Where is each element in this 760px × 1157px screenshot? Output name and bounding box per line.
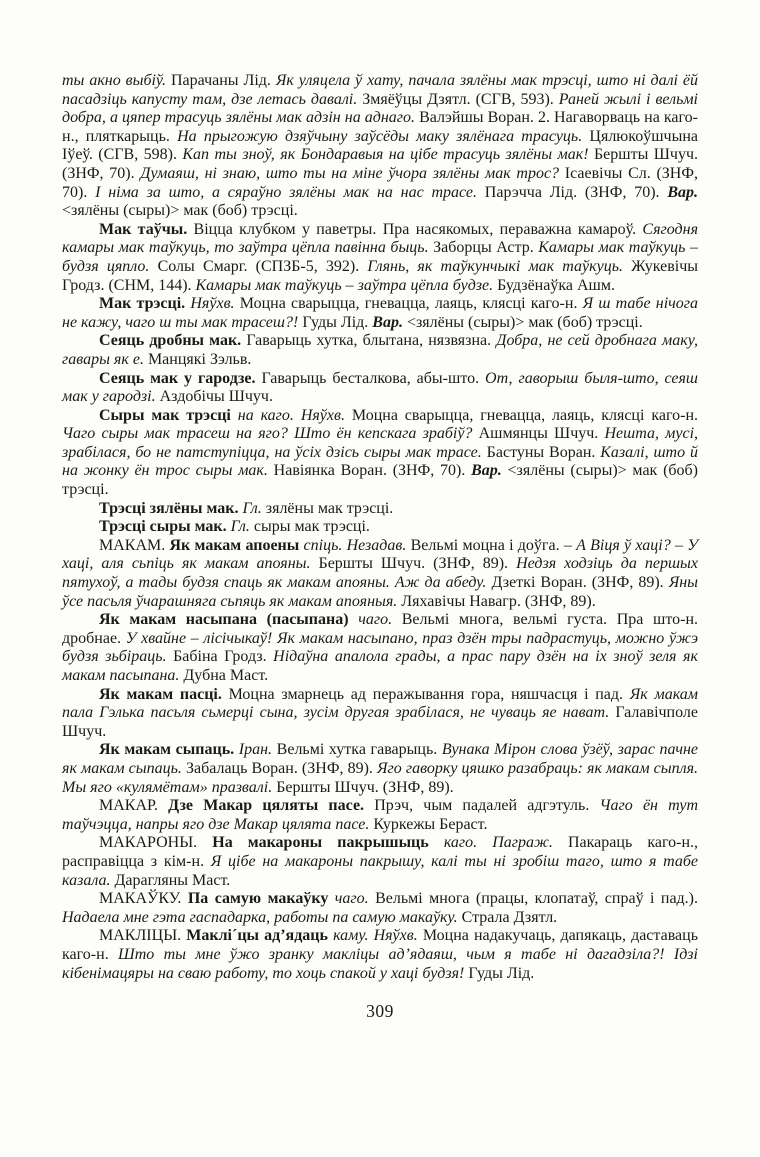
text-segment: От, гаворыш быля-што, сеяш мак у гародзі.: [62, 369, 699, 406]
text-segment: Моцна сварыцца, гневацца, лаяць, клясці каго-н.: [351, 406, 699, 424]
text-segment: Галавічполе Шчуч.: [62, 704, 698, 740]
dictionary-text-block: [62, 72, 698, 983]
text-segment: Куркежы Бераст.: [373, 815, 488, 833]
text-segment: Заборцы Астр.: [433, 239, 539, 257]
text-segment: Вельмі моцна і доўга.: [410, 536, 564, 554]
text-segment: Кап ты зноў, як Бондаравыя на цібе трасуць зялёны мак!: [182, 146, 594, 164]
text-segment: Гл.: [230, 518, 254, 536]
text-segment: Моцна надакучаць, дапякаць, даставаць каго-н.: [62, 927, 699, 963]
text-segment: Яны ўсе пасьля ўчарашняга сьпяць як макам апояныя.: [62, 574, 698, 610]
text-segment: Глянь, як таўкунчыкі мак таўкуць.: [367, 257, 632, 275]
text-segment: Добра, не сей дробнага маку, гавары як е.: [62, 332, 698, 368]
text-segment: Манцякі Зэльв.: [147, 350, 252, 368]
text-segment: Я цібе на макароны пакрышу, калі ты ні зробіш таго, што я табе казала.: [62, 852, 698, 889]
text-segment: Вельмі хутка гаварыць.: [276, 741, 442, 759]
text-segment: Я ш табе нічога не кажу, чаго ш ты мак трасеш?!: [62, 295, 699, 331]
text-segment: Як уляцела ў хату, пачала зялёны мак трэсці, што ні далі ёй пасадзіць капусту там, дзе летась давалі.: [62, 72, 699, 108]
text-segment: Трэсці зялёны мак.: [99, 499, 243, 517]
text-segment: Ашмянцы Шчуч.: [478, 425, 605, 443]
text-segment: МАКАЎКУ.: [99, 890, 188, 908]
text-segment: Бабіна Гродз.: [173, 648, 274, 666]
text-segment: Ісаевічы Сл. (ЗНФ, 70).: [62, 164, 698, 201]
text-segment: Нідаўна апалола грады, а прас пару дзён на іх зноў зеля як макам пасыпана.: [62, 648, 698, 684]
text-segment: Маклі´цы ад’ядаць: [186, 927, 334, 945]
text-segment: Дубна Маст.: [183, 667, 269, 684]
text-segment: Вар.: [372, 313, 407, 331]
dictionary-entry-paragraph: [62, 797, 698, 834]
dictionary-entry-paragraph: [62, 295, 698, 332]
text-segment: На макароны пакрышыць: [212, 834, 444, 852]
text-segment: чаго.: [358, 611, 402, 629]
dictionary-entry-paragraph: [62, 834, 698, 890]
page-number: 309: [366, 1001, 394, 1021]
text-segment: каму. Няўхв.: [333, 927, 423, 945]
text-segment: Сягодня камары мак таўкуць, то заўтра цёпла павінна быць.: [62, 220, 698, 257]
text-segment: Солы Смарг. (СПЗБ-5, 392).: [157, 257, 368, 275]
dictionary-entry-paragraph: [62, 741, 698, 797]
dictionary-entry-paragraph: [62, 611, 698, 685]
text-segment: Надаела мне гэта гаспадарка, работы па самую макаўку.: [62, 908, 462, 926]
dictionary-entry-paragraph: [62, 518, 698, 537]
text-segment: Віцца клубком у паветры. Пра насякомых, пераважна камароў.: [193, 220, 643, 238]
text-segment: <зялёны (сыры)> мак (боб) трэсці.: [62, 462, 699, 499]
text-segment: Бершты Шчуч. (ЗНФ, 89).: [318, 555, 517, 573]
text-segment: Дарагляны Маст.: [114, 871, 231, 889]
text-segment: чаго.: [334, 890, 376, 908]
text-segment: Камары мак таўкуць – будзя цяпло.: [62, 239, 699, 275]
dictionary-entry-paragraph: [62, 221, 698, 295]
text-segment: Сыры мак трэсці: [99, 406, 238, 424]
text-segment: Бастуны Воран.: [486, 443, 601, 461]
text-segment: Навіянка Воран. (ЗНФ, 70).: [273, 462, 472, 480]
text-segment: Жукевічы Гродз. (СНМ, 144).: [62, 257, 698, 294]
text-segment: Гуды Лід.: [302, 313, 373, 331]
text-segment: Дзе Макар цяляты пасе.: [168, 797, 375, 815]
text-segment: Бершты Шчуч. (ЗНФ, 89).: [276, 778, 454, 796]
dictionary-entry-paragraph: [62, 500, 698, 519]
text-segment: Казалі, што й на жонку ён трос сыры мак.: [62, 443, 698, 480]
text-segment: Змяёўцы Дзятл. (СГВ, 593).: [362, 90, 559, 108]
text-segment: Чаго ён тут таўчэцца, напры яго дзе Макар цялята пасе.: [62, 797, 698, 833]
text-segment: МАКЛІЦЫ.: [99, 927, 187, 945]
text-segment: Іран.: [238, 741, 277, 759]
text-segment: – А Віця ў хаці? – У хаці, аля сьпіць як макам апояны.: [62, 536, 698, 573]
text-segment: Вар.: [471, 462, 508, 480]
text-segment: Сеяць дробны мак.: [99, 332, 247, 350]
text-segment: МАКАРОНЫ.: [99, 834, 213, 852]
dictionary-entry-paragraph: [62, 927, 698, 983]
text-segment: Думаяш, ні знаю, што ты на міне ўчора зялёны мак трос?: [140, 164, 565, 182]
text-segment: Камары мак таўкуць – заўтра цёпла будзе.: [195, 276, 498, 294]
text-segment: Гл.: [242, 499, 266, 517]
text-segment: на каго. Няўхв.: [237, 406, 352, 424]
dictionary-entry-paragraph: [62, 407, 698, 500]
text-segment: У хвайне – лісічыкаў! Як макам насыпано, праз дзён тры падрастуць, можно ўжэ будзя зьбіраць.: [62, 629, 698, 666]
text-segment: Яго гаворку цяшко разабраць: як макам сыпля. Мы яго «кулямётам» празвалі.: [62, 759, 699, 796]
text-segment: Як макам пасці.: [99, 685, 229, 703]
text-segment: Валэйшы Воран. 2. Нагаворваць на каго-н., пляткарыць.: [62, 109, 699, 145]
text-segment: Аздобічы Шчуч.: [159, 388, 273, 406]
text-segment: спіць. Незадав.: [303, 536, 411, 554]
text-segment: Моцна змарнець ад перажывання гора, няшчасця і пад.: [228, 685, 630, 703]
text-segment: Што ты мне ўжо зранку макліцы ад’ядаяш, чым я табе ні дагадзіла?! Ідзі кібенімацяры на сваю работу, то хоць спакой у хаці будзя!: [62, 945, 698, 982]
text-segment: Трэсці сыры мак.: [99, 518, 231, 536]
text-segment: Няўхв.: [190, 295, 240, 313]
text-segment: Дзеткі Воран. (ЗНФ, 89).: [491, 574, 669, 592]
dictionary-entry-paragraph: [62, 332, 698, 369]
text-segment: Парачаны Лід.: [170, 72, 276, 89]
dictionary-entry-paragraph: [62, 686, 698, 742]
text-segment: Гаварыць бесталкова, абы-што.: [261, 369, 486, 387]
text-segment: сыры мак трэсці.: [253, 518, 370, 536]
text-segment: Мак трэсці.: [99, 295, 191, 313]
text-segment: Як макам пала Гэлька пасьля сьмерці сына, зусім другая зрабілася, не чуваць яе нават.: [62, 685, 699, 722]
text-segment: Цялюкоўшчына Іўеў. (СГВ, 598).: [62, 127, 698, 164]
text-segment: МАКАР.: [99, 797, 169, 815]
text-segment: Як макам апоены: [169, 536, 304, 554]
dictionary-entry-paragraph: [62, 537, 698, 611]
text-segment: Бершты Шчуч. (ЗНФ, 70).: [62, 146, 699, 182]
text-segment: Ляхавічы Навагр. (ЗНФ, 89).: [401, 592, 596, 610]
text-segment: Сеяць мак у гародзе.: [99, 369, 262, 387]
dictionary-entry-paragraph: [62, 370, 698, 407]
dictionary-entry-paragraph: [62, 890, 698, 927]
text-segment: <зялёны (сыры)> мак (боб) трэсці.: [62, 202, 298, 220]
text-segment: Прэч, чым падалей адгэтуль.: [374, 797, 600, 815]
text-segment: МАКАМ.: [99, 536, 170, 554]
text-segment: зялёны мак трэсці.: [265, 499, 394, 517]
text-segment: Забалаць Воран. (ЗНФ, 89).: [185, 759, 378, 777]
dictionary-entry-paragraph: [62, 72, 698, 221]
text-segment: Мак таўчы.: [99, 220, 194, 238]
text-segment: Раней жылі і вельмі добра, а цяпер трасуць зялёны мак адзін на аднаго.: [62, 90, 699, 127]
text-segment: Гуды Лід.: [468, 964, 535, 982]
text-segment: Вельмі многа (працы, клопатаў, спраў і пад.).: [375, 890, 699, 908]
text-segment: Па самую макаўку: [187, 890, 335, 908]
text-segment: Як макам сыпаць.: [99, 741, 239, 759]
text-segment: <зялёны (сыры)> мак (боб) трэсці.: [406, 313, 643, 331]
text-segment: На прыгожую дзяўчыну заўсёды маку зялёнага трасуць.: [177, 127, 590, 145]
text-segment: Гаварыць хутка, блытана, нязвязна.: [246, 332, 497, 350]
text-segment: Парэчча Лід. (ЗНФ, 70).: [484, 183, 668, 201]
text-segment: Вар.: [667, 183, 699, 201]
text-segment: ты акно выбіў.: [62, 72, 171, 89]
text-segment: Вунака Мірон слова ўзёў, зарас пачне як макам сыпаць.: [62, 741, 699, 777]
text-segment: каго. Паграж.: [443, 834, 568, 852]
text-segment: Недзя ходзіць да першых пятухоў, а тады будзя спаць як макам апояны. Аж да абеду.: [62, 555, 698, 592]
text-segment: Будзёнаўка Ашм.: [497, 276, 615, 294]
text-segment: Пакараць каго-н., расправіцца з кім-н.: [62, 834, 698, 870]
text-segment: Нешта, мусі, зрабілася, бо не патступіцца, на ўсіх дзісь сыры мак трасе.: [62, 425, 699, 461]
text-segment: Моцна сварыцца, гневацца, лаяць, клясці каго-н.: [239, 295, 583, 313]
text-segment: Страла Дзятл.: [461, 908, 558, 926]
text-segment: Вельмі многа, вельмі густа. Пра што-н. дробнае.: [62, 611, 699, 647]
text-segment: Як макам насыпана (пасыпана): [99, 611, 359, 629]
text-segment: І німа за што, а сяраўно зялёны мак на нас трасе.: [95, 183, 485, 201]
text-segment: Чаго сыры мак трасеш на яго? Што ён кепскага зрабіў?: [62, 425, 479, 443]
